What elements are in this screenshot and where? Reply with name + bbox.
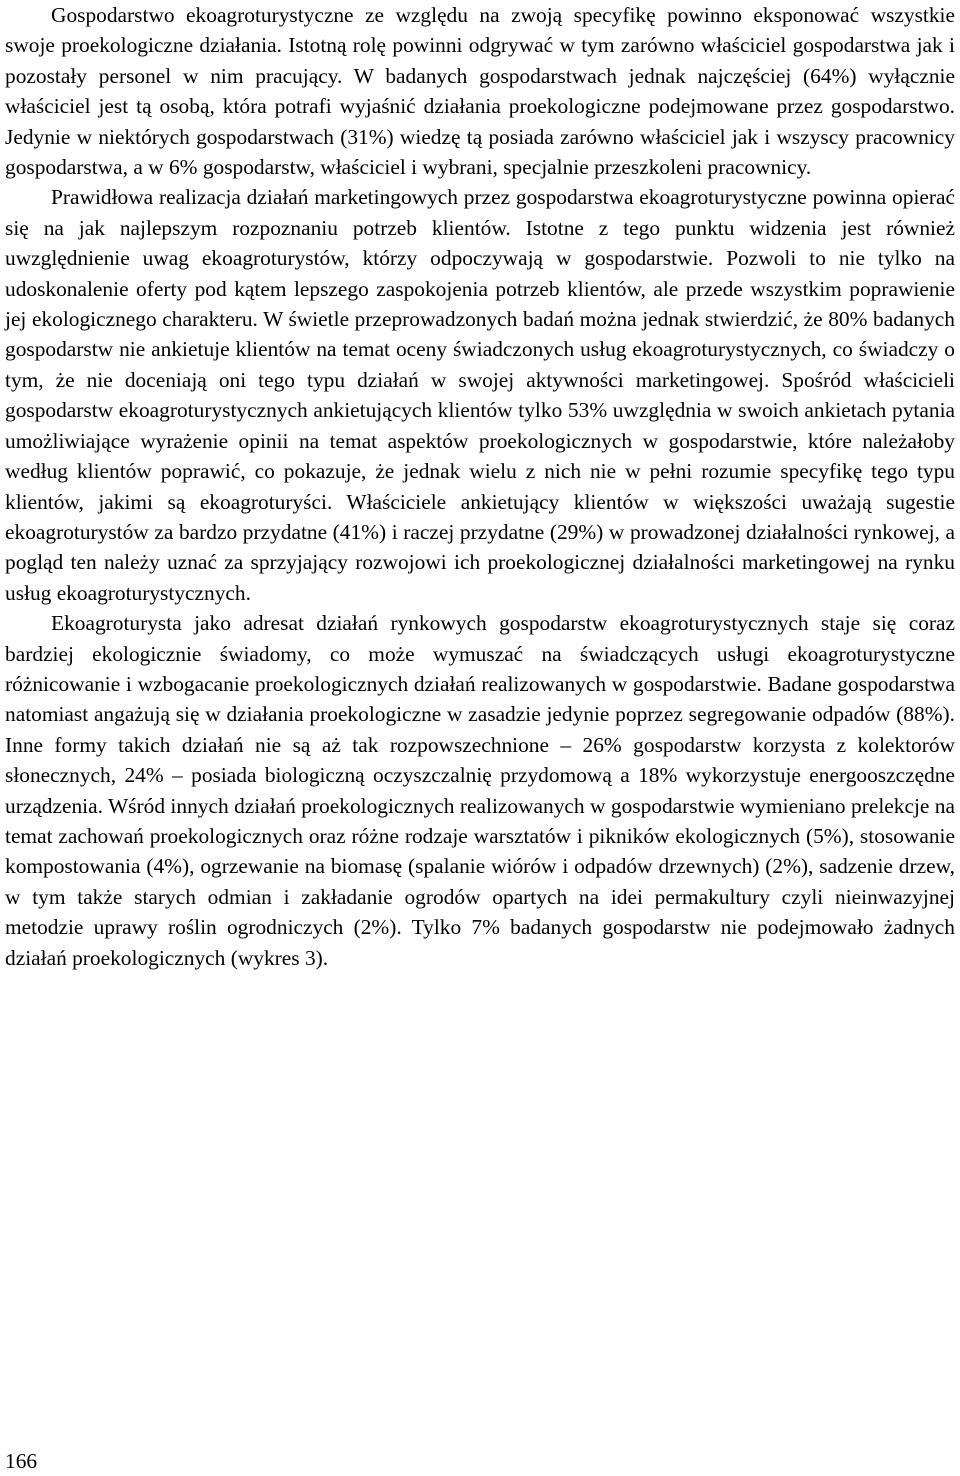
page-number: 166 (5, 1449, 38, 1473)
paragraph-proecological-actions: Ekoagroturysta jako adresat działań rynkowych gospodarstw ekoagroturystycznych staje się coraz bardziej ekologicznie świadomy, co może wymuszać na świadczących usługi ekoagroturystyczne różnicowanie i wzbogacanie proekologicznych działań realizowanych w gospodarstwie. Badane gospodarstwa natomiast angażują się w działania proekologiczne w zasadzie jedynie poprzez segregowanie odpadów (88%). Inne formy takich działań nie są aż tak rozpowszechnione – 26% gospodarstw korzysta z kolektorów słonecznych, 24% – posiada biologiczną oczyszczalnię przydomową a 18% wykorzystuje energooszczędne urządzenia. Wśród innych działań proekologicznych realizowanych w gospodarstwie wymieniano prelekcje na temat zachowań proekologicznych oraz różne rodzaje warsztatów i pikników ekologicznych (5%), stosowanie kompostowania (4%), ogrzewanie na biomasę (spalanie wiórów i odpadów drzewnych) (2%), sadzenie drzew, w tym także starych odmian i zakładanie ogrodów opartych na idei permakultury czyli nieinwazyjnej metodzie uprawy roślin ogrodniczych (2%). Tylko 7% badanych gospodarstw nie podejmowało żadnych działań proekologicznych (wykres 3). (5, 611, 955, 970)
paragraph-marketing-surveys: Prawidłowa realizacja działań marketingowych przez gospodarstwa ekoagroturystyczne powinna opierać się na jak najlepszym rozpoznaniu potrzeb klientów. Istotne z tego punktu widzenia jest również uwzględnienie uwag ekoagroturystów, którzy odpoczywają w gospodarstwie. Pozwoli to nie tylko na udoskonalenie oferty pod kątem lepszego zaspokojenia potrzeb klientów, ale przede wszystkim poprawienie jej ekologicznego charakteru. W świetle przeprowadzonych badań można jednak stwierdzić, że 80% badanych gospodarstw nie ankietuje klientów na temat oceny świadczonych usług ekoagroturystycznych, co świadczy o tym, że nie doceniają oni tego typu działań w swojej aktywności marketingowej. Spośród właścicieli gospodarstw ekoagroturystycznych ankietujących klientów tylko 53% uwzględnia w swoich ankietach pytania umożliwiające wyrażenie opinii na temat aspektów proekologicznych w gospodarstwie, które należałoby według klientów poprawić, co pokazuje, że jednak wielu z nich nie w pełni rozumie specyfikę tego typu klientów, jakimi są ekoagroturyści. Właściciele ankietujący klientów w większości uważają sugestie ekoagroturystów za bardzo przydatne (41%) i raczej przydatne (29%) w prowadzonej działalności rynkowej, a pogląd ten należy uznać za sprzyjający rozwojowi ich proekologicznej działalności marketingowej na rynku usług ekoagroturystycznych. (5, 185, 955, 605)
document-page (5, 0, 955, 973)
paragraph-staff-knowledge: Gospodarstwo ekoagroturystyczne ze względu na zwoją specyfikę powinno eksponować wszystkie swoje proekologiczne działania. Istotną rolę powinni odgrywać w tym zarówno właściciel gospodarstwa jak i pozostały personel w nim pracujący. W badanych gospodarstwach jednak najczęściej (64%) wyłącznie właściciel jest tą osobą, która potrafi wyjaśnić działania proekologiczne podejmowane przez gospodarstwo. Jedynie w niektórych gospodarstwach (31%) wiedzę tą posiada zarówno właściciel jak i wszyscy pracownicy gospodarstwa, a w 6% gospodarstw, właściciel i wybrani, specjalnie przeszkoleni pracownicy. (5, 3, 955, 180)
